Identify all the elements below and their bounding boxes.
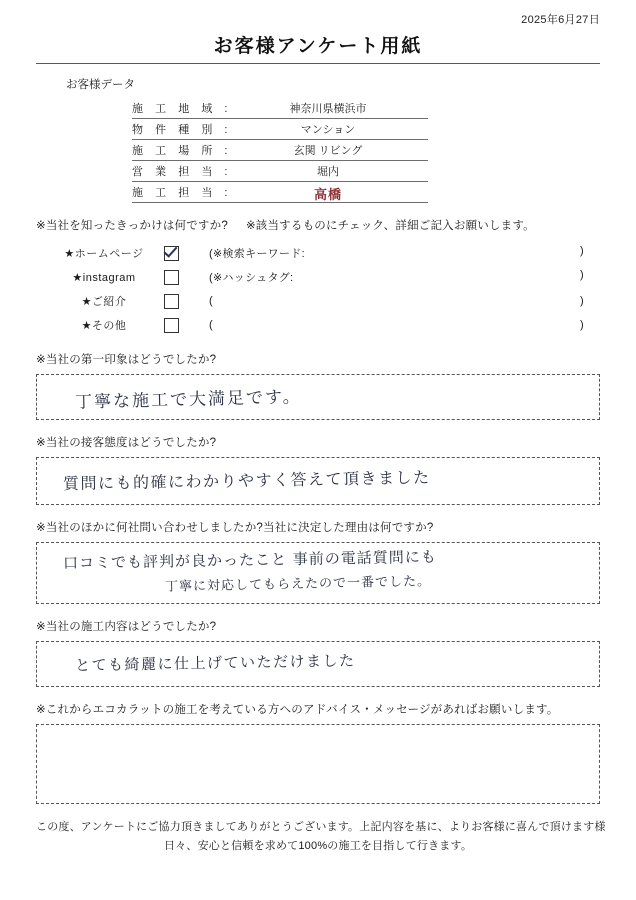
answer-box-advice[interactable] (36, 724, 600, 804)
table-row (132, 119, 428, 140)
row-value: 玄関 リビング (228, 140, 428, 161)
question-impression: ※当社の第一印象はどうでしたか? (36, 354, 217, 366)
table-row (132, 98, 428, 119)
footer-line-2: 日々、安心と信頼を求めて100%の施工を目指して行きます。 (163, 839, 473, 852)
option-detail-left: ( (209, 295, 213, 307)
row-value-handwritten: 高橋 (228, 182, 428, 203)
table-row (132, 182, 428, 203)
option-label: ★その他 (81, 320, 127, 332)
option-detail-left: ( (209, 319, 213, 331)
row-label: 施工地域: (132, 98, 228, 119)
question-advice: ※これからエコカラットの施工を考えている方へのアドバイス・メッセージがあればお願いします。 (36, 704, 559, 716)
row-label: 施工場所: (132, 140, 228, 161)
option-label: ★ご紹介 (81, 296, 127, 308)
row-label: 施工担当: (132, 182, 228, 203)
customer-data-label: お客様データ (66, 79, 135, 91)
question-source (36, 217, 600, 233)
option-detail-left: (※ハッシュタグ: (209, 272, 294, 284)
source-options (36, 241, 600, 337)
option-label: ★ホームページ (64, 248, 144, 260)
footer-message (36, 818, 606, 855)
row-value: マンション (228, 119, 428, 140)
option-detail-right: ) (580, 319, 584, 331)
list-item[interactable] (44, 265, 600, 289)
checkbox-other[interactable] (164, 318, 179, 333)
question-source-text: ※当社を知ったきっかけは何ですか? (36, 220, 228, 232)
checkbox-homepage[interactable] (164, 246, 179, 261)
checkbox-instagram[interactable] (164, 270, 179, 285)
list-item[interactable] (44, 241, 600, 265)
handwritten-answer-compare-line2: 丁寧に対応してもらえたので一番でした。 (164, 574, 432, 595)
option-detail-right: ) (580, 269, 584, 281)
option-detail-left: (※検索キーワード: (209, 248, 305, 260)
row-value: 神奈川県横浜市 (228, 98, 428, 119)
option-detail-right: ) (580, 245, 584, 257)
option-label: ★instagram (72, 271, 136, 284)
handwritten-answer-compare-line1: 口コミでも評判が良かったこと 事前の電話質問にも (62, 547, 437, 573)
handwritten-answer-work: とても綺麗に仕上げていただけました (74, 651, 356, 675)
title-divider (36, 63, 600, 64)
page-title: お客様アンケート用紙 (213, 36, 423, 57)
row-label: 営業担当: (132, 161, 228, 182)
question-service: ※当社の接客態度はどうでしたか? (36, 437, 217, 449)
list-item[interactable] (44, 313, 600, 337)
question-compare: ※当社のほかに何社問い合わせしましたか?当社に決定した理由は何ですか? (36, 522, 434, 534)
answer-box-compare[interactable] (36, 542, 600, 604)
customer-data-table (132, 98, 428, 203)
question-source-note: ※該当するものにチェック、詳細ご記入お願いします。 (245, 220, 535, 232)
table-row (132, 161, 428, 182)
row-value: 堀内 (228, 161, 428, 182)
answer-box-impression[interactable] (36, 374, 600, 420)
table-row (132, 140, 428, 161)
checkbox-referral[interactable] (164, 294, 179, 309)
list-item[interactable] (44, 289, 600, 313)
handwritten-answer-impression: 丁寧な施工で大満足です。 (74, 387, 302, 413)
answer-box-work[interactable] (36, 641, 600, 687)
row-label: 物件種別: (132, 119, 228, 140)
document-date: 2025年6月27日 (521, 14, 600, 26)
handwritten-answer-service: 質問にも的確にわかりやすく答えて頂きました (62, 467, 431, 494)
footer-line-1: この度、アンケートにご協力頂きましてありがとうございます。上記内容を基に、よりお客様に喜んで頂けます様 (36, 821, 606, 833)
option-detail-right: ) (580, 295, 584, 307)
answer-box-service[interactable] (36, 457, 600, 505)
question-work: ※当社の施工内容はどうでしたか? (36, 621, 217, 633)
